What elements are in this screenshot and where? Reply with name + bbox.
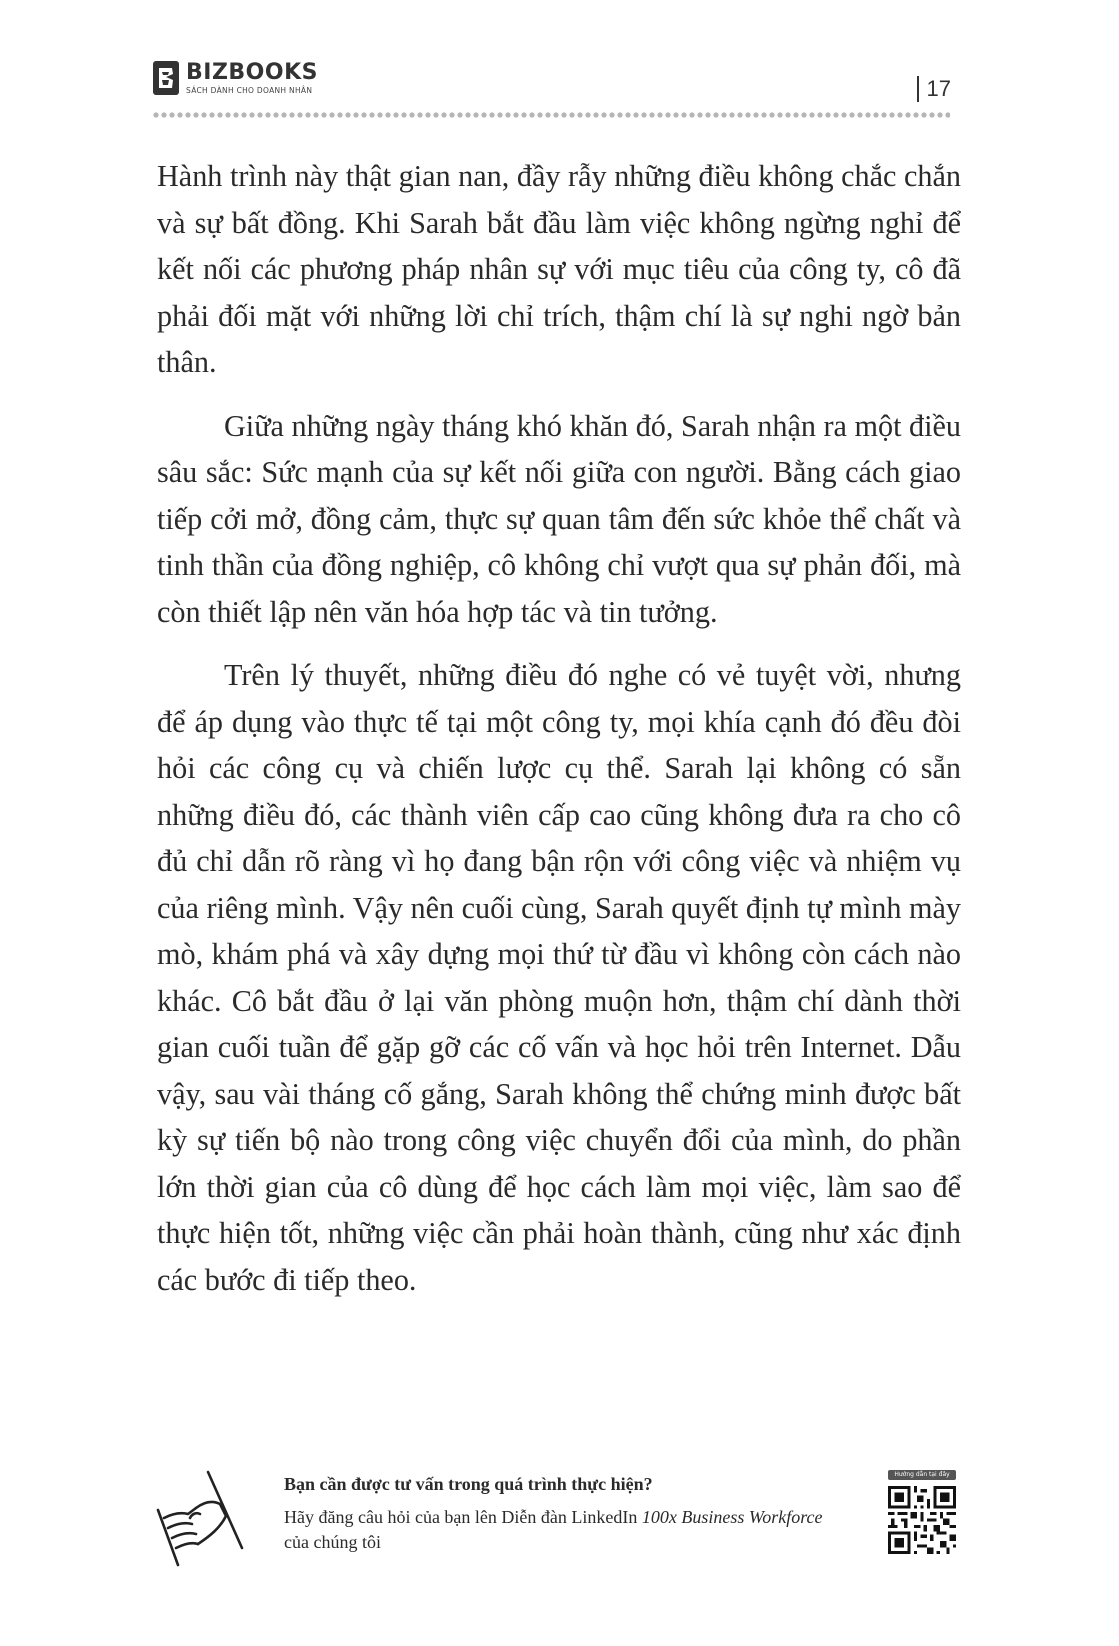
callout-text — [284, 1505, 844, 1555]
page-number-divider — [917, 76, 919, 102]
dotted-divider — [152, 111, 950, 119]
bizbooks-logo-icon — [152, 60, 180, 96]
bizbooks-logo — [152, 60, 318, 96]
paragraph-2: Giữa những ngày tháng khó khăn đó, Sarah nhận ra một điều sâu sắc: Sức mạnh của sự kết nối giữa con người. Bằng cách giao tiếp cởi mở, đồng cảm, thực sự quan tâm đến sức khỏe thể chất và tinh thần của đồng nghiệp, cô không chỉ vượt qua sự phản đối, mà còn thiết lập nên văn hóa hợp tác và tin tưởng. — [157, 408, 961, 629]
paragraph-3: Trên lý thuyết, những điều đó nghe có vẻ tuyệt vời, nhưng để áp dụng vào thực tế tại một công ty, mọi khía cạnh đó đều đòi hỏi các công cụ và chiến lược cụ thể. Sarah lại không có sẵn những điều đó, các thành viên cấp cao cũng không đưa ra cho cô đủ chỉ dẫn rõ ràng vì họ đang bận rộn với công việc và nhiệm vụ của riêng mình. Vậy nên cuối cùng, Sarah quyết định tự mình mày mò, khám phá và xây dựng mọi thứ từ đầu vì không còn cách nào khác. Cô bắt đầu ở lại văn phòng muộn hơn, thậm chí dành thời gian cuối tuần để gặp gỡ các cố vấn và học hỏi trên Internet. Dẫu vậy, sau vài tháng cố gắng, Sarah không thể chứng minh được bất kỳ sự tiến bộ nào trong công việc chuyển đổi của mình, do phần lớn thời gian của cô dùng để học cách làm mọi việc, làm sao để thực hiện tốt, những việc cần phải hoàn thành, cũng như xác định các bước đi tiếp theo. — [157, 658, 961, 1297]
callout-title: Bạn cần được tư vấn trong quá trình thực hiện? — [284, 1474, 653, 1494]
page-header — [0, 0, 1119, 130]
handshake-icon — [150, 1470, 250, 1570]
brand-tagline: SÁCH DÀNH CHO DOANH NHÂN — [186, 85, 313, 95]
qr-label: Hướng dẫn tại đây — [888, 1470, 956, 1480]
qr-code-block[interactable] — [888, 1470, 956, 1559]
callout-text-lead: Hãy đăng câu hỏi của bạn lên Diễn đàn LinkedIn — [284, 1507, 642, 1527]
page-number-value: 17 — [926, 76, 951, 101]
page-number — [917, 76, 951, 102]
brand-name: BIZBOOKS — [186, 59, 318, 85]
paragraph-1: Hành trình này thật gian nan, đầy rẫy những điều không chắc chắn và sự bất đồng. Khi Sarah bắt đầu làm việc không ngừng nghỉ để kết nối các phương pháp nhân sự với mục tiêu của công ty, cô đã phải đối mặt với những lời chỉ trích, thậm chí là sự nghi ngờ bản thân. — [157, 159, 961, 379]
body-text — [157, 153, 961, 1320]
callout-text-tail: của chúng tôi — [284, 1532, 381, 1552]
qr-code-icon[interactable] — [888, 1486, 956, 1554]
consult-callout — [284, 1474, 844, 1555]
footer-callout — [0, 1460, 1119, 1610]
forum-name[interactable]: 100x Business Workforce — [641, 1507, 823, 1527]
